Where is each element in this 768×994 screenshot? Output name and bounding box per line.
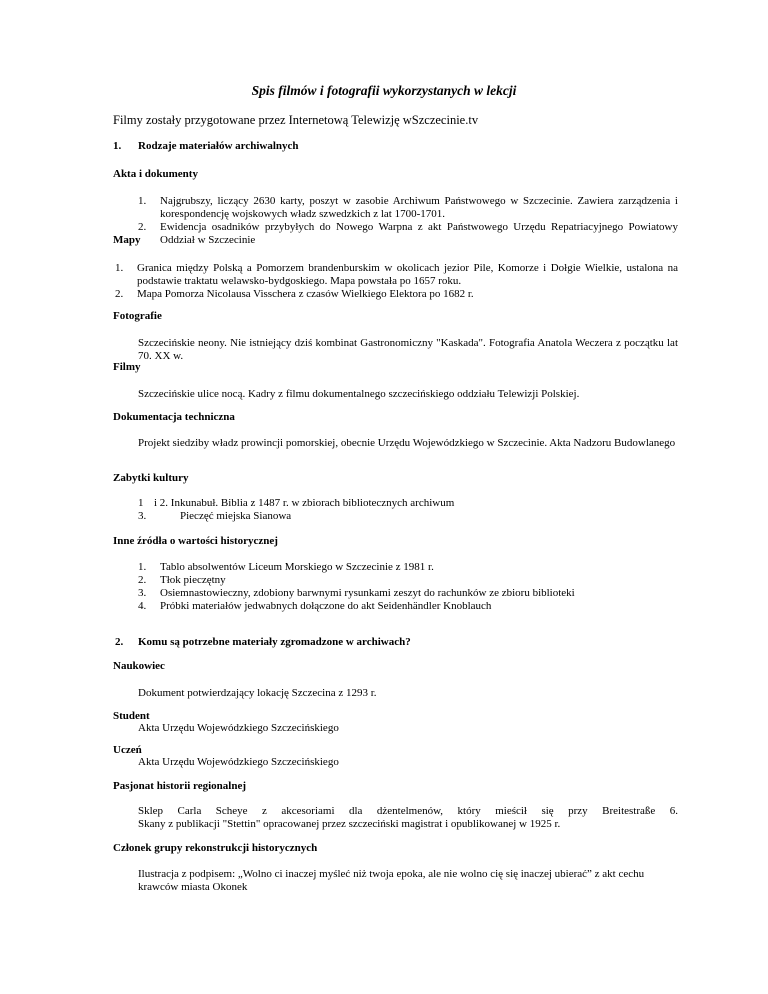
list-text: Tablo absolwentów Liceum Morskiego w Szczecinie z 1981 r. (160, 561, 434, 573)
heading-mapy: Mapy (113, 234, 141, 246)
fotografie-text: Szczecińskie neony. Nie istniejący dziś kombinat Gastronomiczny "Kaskada". Fotografia Anatola Weczera z początku lat 70. XX w. (138, 337, 678, 362)
list-item (138, 587, 678, 600)
uczen-text: Akta Urzędu Wojewódzkiego Szczecińskiego (138, 756, 339, 768)
section-2-title: Komu są potrzebne materiały zgromadzone w archiwach? (138, 636, 411, 648)
list-text: Próbki materiałów jedwabnych dołączone do akt Seidenhändler Knoblauch (160, 600, 492, 612)
heading-czlonek: Członek grupy rekonstrukcji historycznych (113, 842, 318, 854)
heading-dokumentacja: Dokumentacja techniczna (113, 411, 235, 423)
section-1-number: 1. (113, 140, 122, 152)
list-mapy (115, 262, 678, 301)
list-number: 4. (138, 600, 147, 612)
heading-uczen: Uczeń (113, 744, 142, 756)
pasjonat-line-2: Skany z publikacji "Stettin" opracowanej przez szczeciński magistrat i opublikowanej w 1925 r. (138, 818, 561, 830)
list-text: i 2. Inkunabuł. Biblia z 1487 r. w zbiorach bibliotecznych archiwum (154, 497, 455, 509)
heading-naukowiec: Naukowiec (113, 660, 165, 672)
heading-inne: Inne źródła o wartości historycznej (113, 535, 278, 547)
heading-zabytki: Zabytki kultury (113, 472, 189, 484)
list-inne (138, 561, 678, 613)
list-item (138, 221, 678, 247)
list-number: 2. (115, 288, 124, 300)
intro-text: Filmy zostały przygotowane przez Internetową Telewizję wSzczecinie.tv (113, 113, 479, 127)
list-item (115, 262, 678, 288)
heading-student: Student (113, 710, 150, 722)
dokumentacja-text: Projekt siedziby władz prowincji pomorskiej, obecnie Urzędu Wojewódzkiego w Szczecinie. Akta Nadzoru Budowlanego (138, 437, 676, 449)
pasjonat-line-1: Sklep Carla Scheye z akcesoriami dla dżentelmenów, który mieścił się przy Breitestraße 6. (138, 805, 678, 817)
list-text: Najgrubszy, liczący 2630 karty, poszyt w zasobie Archiwum Państwowego w Szczecinie. Zawiera zarządzenia i korespondencję wojskowych władz szwedzkich z lat 1700-1701. (160, 195, 678, 220)
list-item (138, 561, 678, 574)
czlonek-text: Ilustracja z podpisem: „Wolno ci inaczej myśleć niż twoja epoka, ale nie wolno cię się inaczej ubierać” z akt cechu krawców miasta Okonek (138, 868, 645, 893)
list-number: 3. (138, 587, 147, 599)
list-number: 2. (138, 574, 147, 586)
list-akta (138, 195, 678, 247)
list-text: Pieczęć miejska Sianowa (180, 510, 292, 522)
heading-akta: Akta i dokumenty (113, 168, 198, 180)
list-item (115, 288, 678, 301)
list-zabytki (138, 497, 678, 523)
list-item (138, 497, 678, 510)
list-number: 1. (138, 561, 147, 573)
heading-pasjonat: Pasjonat historii regionalnej (113, 780, 247, 792)
list-item (138, 600, 678, 613)
heading-filmy: Filmy (113, 361, 141, 373)
list-number: 1. (115, 262, 124, 274)
list-number: 3. (138, 510, 147, 522)
list-number: 1 (138, 497, 144, 509)
list-text: Mapa Pomorza Nicolausa Visschera z czasów Wielkiego Elektora po 1682 r. (137, 288, 474, 300)
heading-fotografie: Fotografie (113, 310, 162, 322)
list-item (138, 195, 678, 221)
list-number: 2. (138, 221, 147, 233)
filmy-text: Szczecińskie ulice nocą. Kadry z filmu dokumentalnego szczecińskiego oddziału Telewizji Polskiej. (138, 388, 580, 400)
section-1-title: Rodzaje materiałów archiwalnych (138, 140, 299, 152)
list-item (138, 510, 678, 523)
list-text: Ewidencja osadników przybyłych do Nowego Warpna z akt Państwowego Urzędu Repatriacyjnego Powiatowy Oddział w Szczecinie (160, 221, 678, 246)
list-number: 1. (138, 195, 147, 207)
list-text: Osiemnastowieczny, zdobiony barwnymi rysunkami zeszyt do rachunków ze zbioru biblioteki (160, 587, 575, 599)
document-title: Spis filmów i fotografii wykorzystanych w lekcji (251, 83, 517, 98)
student-text: Akta Urzędu Wojewódzkiego Szczecińskiego (138, 722, 339, 734)
list-text: Granica między Polską a Pomorzem brandenburskim w okolicach jezior Pile, Komorze i Dołgie Wielkie, ustalona na podstawie traktatu welawsko-bydgoskiego. Mapa powstała po 1657 roku. (137, 262, 678, 287)
list-item (138, 574, 678, 587)
naukowiec-text: Dokument potwierdzający lokację Szczecina z 1293 r. (138, 687, 377, 699)
section-2-number: 2. (115, 636, 124, 648)
list-text: Tłok pieczętny (160, 574, 226, 586)
pasjonat-text (138, 805, 678, 831)
